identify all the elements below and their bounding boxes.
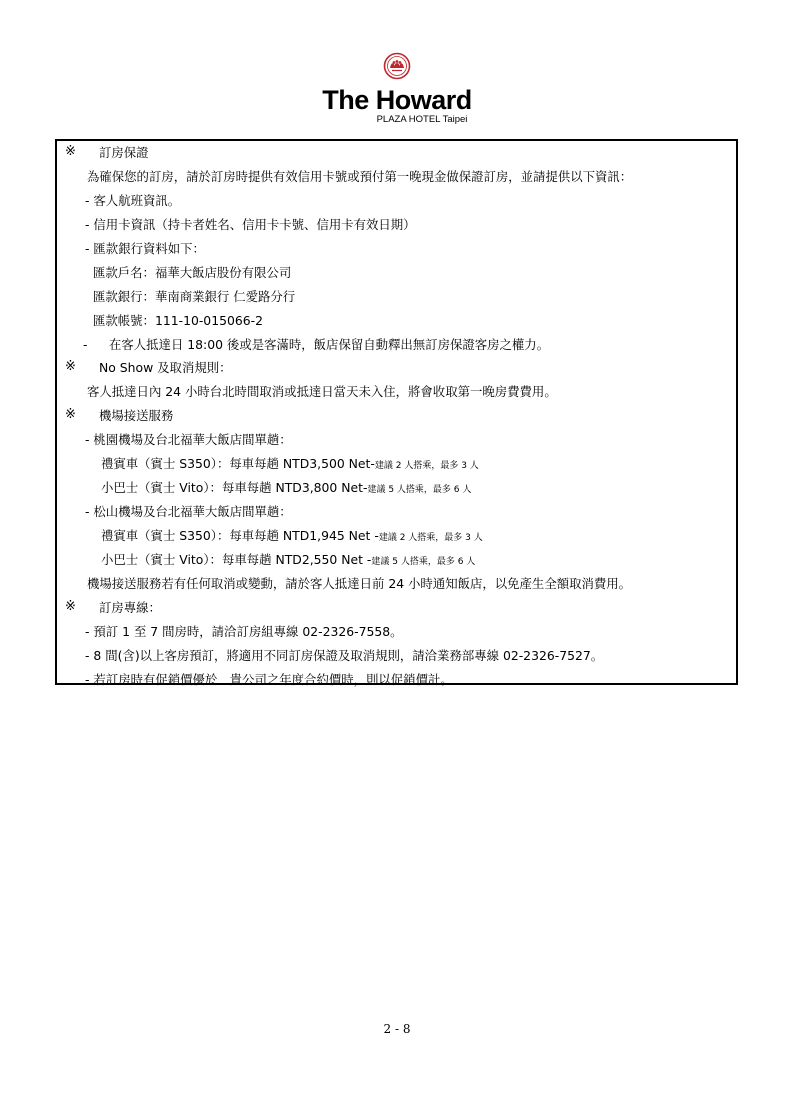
rate-text: 小巴士（賓士 Vito）：每車每趟 NTD2,550 Net - bbox=[101, 552, 372, 567]
logo-wordmark: The Howard bbox=[322, 85, 472, 115]
taoyuan-sedan-rate bbox=[101, 456, 479, 474]
guarantee-intro: 為確保您的訂房，請於訂房時提供有效信用卡號或預付第一晚現金做保證訂房，並請提供以下資訊： bbox=[87, 169, 633, 184]
rate-text: 禮賓車（賓士 S350）：每車每趟 NTD3,500 Net- bbox=[101, 456, 375, 471]
guarantee-item: - 信用卡資訊（持卡者姓名、信用卡卡號、信用卡有效日期） bbox=[85, 217, 416, 232]
songshan-title: - 松山機場及台北福華大飯店間單趟： bbox=[85, 504, 292, 519]
reference-mark: ※ bbox=[65, 599, 76, 614]
terms-box bbox=[55, 139, 738, 685]
hotline-item: - 若訂房時有促銷價優於 貴公司之年度合約價時，則以促銷價計。 bbox=[85, 672, 453, 687]
hotline-heading: 訂房專線： bbox=[99, 600, 161, 615]
rate-text: 禮賓車（賓士 S350）：每車每趟 NTD1,945 Net - bbox=[101, 528, 379, 543]
reference-mark: ※ bbox=[65, 359, 76, 374]
release-note: 在客人抵達日 18:00 後或是客滿時，飯店保留自動釋出無訂房保證客房之權力。 bbox=[109, 337, 550, 352]
release-dash: - bbox=[83, 337, 88, 352]
transfer-heading: 機場接送服務 bbox=[99, 408, 174, 423]
taoyuan-van-rate bbox=[101, 480, 471, 498]
rate-note: 建議 5 人搭乘，最多 6 人 bbox=[371, 557, 476, 567]
logo-subtitle: PLAZA HOTEL Taipei bbox=[376, 114, 468, 125]
hotel-logo bbox=[0, 52, 794, 125]
noshow-heading: No Show 及取消規則： bbox=[99, 360, 232, 375]
rate-note: 建議 5 人搭乘，最多 6 人 bbox=[367, 485, 472, 495]
noshow-text: 客人抵達日內 24 小時台北時間取消或抵達日當天未入住，將會收取第一晚房費費用。 bbox=[87, 384, 557, 399]
hotline-item: - 8 間(含)以上客房預訂，將適用不同訂房保證及取消規則，請洽業務部專線 02-2326-7527。 bbox=[85, 648, 604, 663]
reference-mark: ※ bbox=[65, 144, 76, 159]
songshan-van-rate bbox=[101, 552, 475, 570]
page-number: 2 - 8 bbox=[383, 1022, 411, 1036]
hotline-item: - 預訂 1 至 7 間房時，請洽訂房組專線 02-2326-7558。 bbox=[85, 624, 403, 639]
guarantee-item: - 客人航班資訊。 bbox=[85, 193, 181, 208]
rate-text: 小巴士（賓士 Vito）：每車每趟 NTD3,800 Net- bbox=[101, 480, 368, 495]
reference-mark: ※ bbox=[65, 407, 76, 422]
howard-emblem-icon bbox=[383, 52, 411, 80]
rate-note: 建議 2 人搭乘，最多 3 人 bbox=[378, 533, 483, 543]
transfer-note: 機場接送服務若有任何取消或變動，請於客人抵達日前 24 小時通知飯店，以免產生全額取消費用。 bbox=[87, 576, 632, 591]
rate-note: 建議 2 人搭乘，最多 3 人 bbox=[374, 461, 479, 471]
bank-account-name: 匯款戶名：福華大飯店股份有限公司 bbox=[93, 265, 292, 280]
taoyuan-title: - 桃園機場及台北福華大飯店間單趟： bbox=[85, 432, 292, 447]
guarantee-item: - 匯款銀行資料如下： bbox=[85, 241, 205, 256]
guarantee-heading: 訂房保證 bbox=[99, 145, 149, 160]
bank-name: 匯款銀行：華南商業銀行 仁愛路分行 bbox=[93, 289, 296, 304]
bank-account-number: 匯款帳號：111-10-015066-2 bbox=[93, 313, 263, 328]
songshan-sedan-rate bbox=[101, 528, 483, 546]
